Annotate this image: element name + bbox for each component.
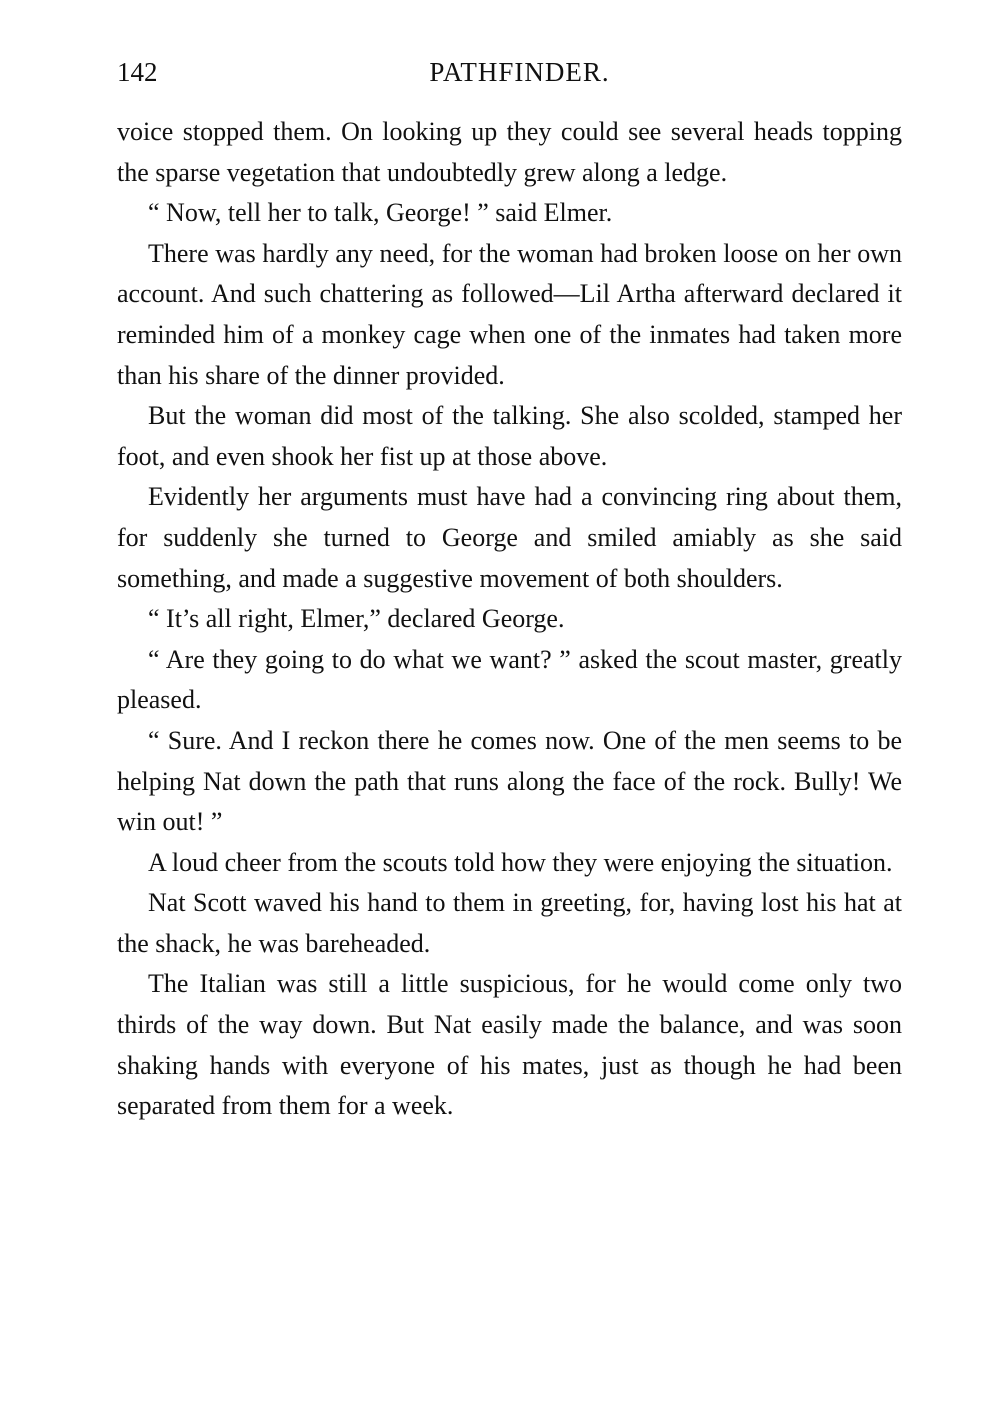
- paragraph: Evidently her arguments must have had a convincing ring about them, for suddenly she turned to George and smiled amiably as she said something, and made a suggestive movement of both shoulders.: [117, 482, 902, 593]
- paragraph: “ Now, tell her to talk, George! ” said Elmer.: [148, 198, 613, 228]
- paragraph: Nat Scott waved his hand to them in greeting, for, having lost his hat at the shack, he was bareheaded.: [117, 888, 902, 958]
- paragraph: The Italian was still a little suspicious, for he would come only two thirds of the way down. But Nat easily made the balance, and was soon shaking hands with everyone of his mates, just as though he had been separated from them for a week.: [117, 969, 902, 1121]
- page-header: [117, 54, 902, 90]
- paragraph: “ Are they going to do what we want? ” asked the scout master, greatly pleased.: [117, 644, 902, 715]
- paragraph: A loud cheer from the scouts told how they were enjoying the situation.: [148, 847, 893, 877]
- body-text: [117, 112, 902, 1127]
- paragraph: “ Sure. And I reckon there he comes now. One of the men seems to be helping Nat down the path that runs along the face of the rock. Bully! We win out! ”: [117, 725, 902, 837]
- paragraph-continued: voice stopped them. On looking up they could see several heads topping the sparse vegetation that undoubtedly grew along a ledge.: [117, 117, 902, 187]
- paragraph: But the woman did most of the talking. She also scolded, stamped her foot, and even shook her fist up at those above.: [117, 401, 902, 471]
- running-title: PATHFINDER.: [429, 57, 610, 87]
- paragraph: There was hardly any need, for the woman had broken loose on her own account. And such chattering as followed—Lil Artha afterward declared it reminded him of a monkey cage when one of the inmates had taken more than his share of the dinner provided.: [117, 238, 902, 390]
- paragraph: “ It’s all right, Elmer,” declared George.: [148, 604, 565, 634]
- page-number: 142: [117, 57, 158, 87]
